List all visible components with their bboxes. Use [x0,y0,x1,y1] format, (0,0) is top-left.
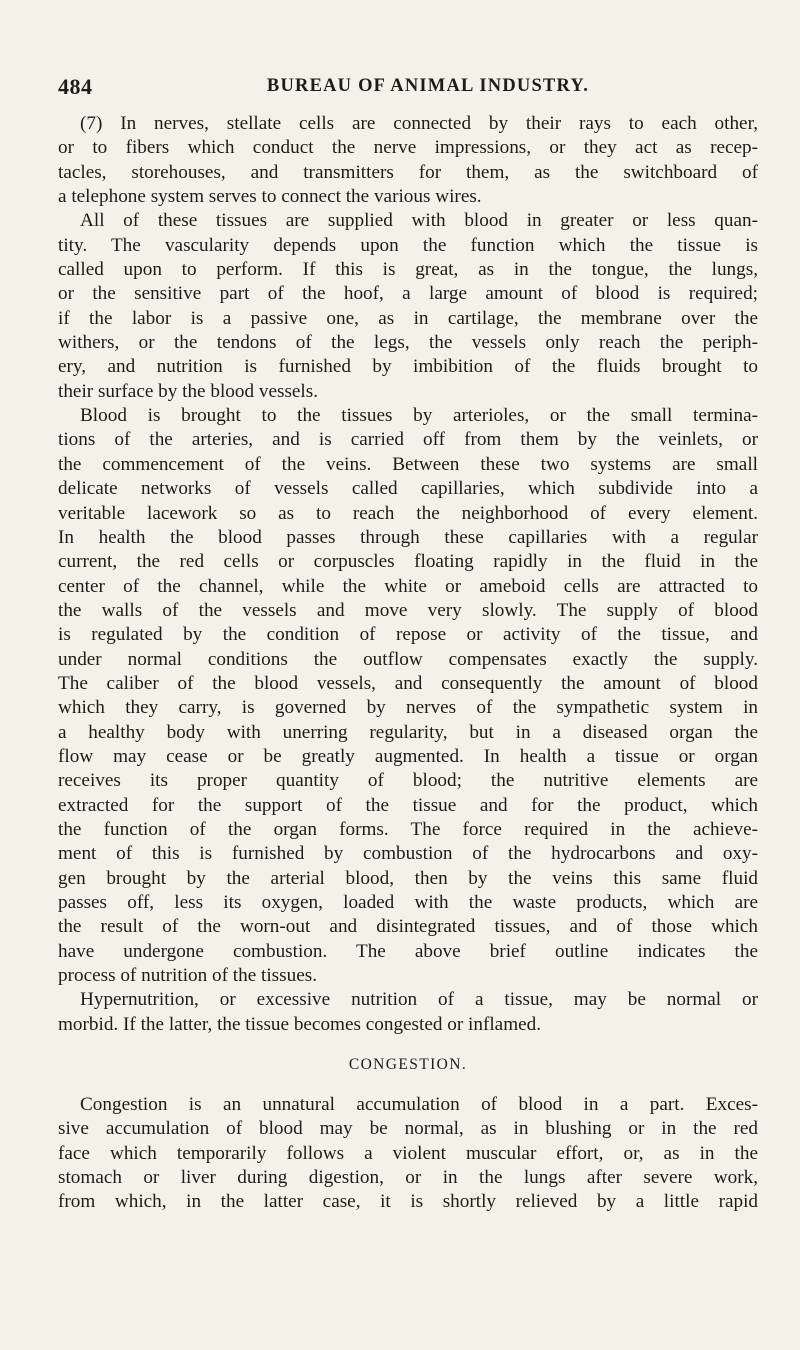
text-line: extracted for the support of the tissue and for the product, which [58,794,758,816]
text-line: have undergone combustion. The above brief outline indicates the [58,940,758,962]
text-line: the function of the organ forms. The force required in the achieve- [58,818,758,840]
body-text [58,112,758,1215]
text-line: The caliber of the blood vessels, and consequently the amount of blood [58,672,758,694]
text-line: delicate networks of vessels called capillaries, which subdivide into a [58,478,758,500]
text-line: or the sensitive part of the hoof, a large amount of blood is required; [58,283,758,305]
text-line: which they carry, is governed by nerves of the sympathetic system in [58,697,758,719]
text-line: veritable lacework so as to reach the neighborhood of every element. [58,502,758,524]
text-line: a healthy body with unerring regularity, but in a diseased organ the [58,721,758,743]
running-head: BUREAU OF ANIMAL INDUSTRY. [266,76,590,96]
text-line: (7) In nerves, stellate cells are connected by their rays to each other, [80,113,758,134]
text-line: morbid. If the latter, the tissue becomes congested or inflamed. [58,1013,542,1035]
text-line: center of the channel, while the white or ameboid cells are attracted to [58,575,758,597]
text-line: flow may cease or be greatly augmented. In health a tissue or organ [58,745,758,767]
text-line: Hypernutrition, or excessive nutrition of a tissue, may be normal or [80,989,758,1011]
text-line: Blood is brought to the tissues by arterioles, or the small termina- [80,405,758,427]
text-line: All of these tissues are supplied with blood in greater or less quan- [80,210,758,232]
text-line: Congestion is an unnatural accumulation of blood in a part. Exces- [80,1094,758,1116]
text-line: from which, in the latter case, it is shortly relieved by a little rapid [58,1191,758,1213]
text-line: tions of the arteries, and is carried off from them by the veinlets, or [58,429,758,451]
text-line: process of nutrition of the tissues. [58,965,317,987]
text-line: under normal conditions the outflow compensates exactly the supply. [58,648,758,670]
paragraph-congestion [58,1093,758,1215]
text-line: ment of this is furnished by combustion of the hydrocarbons and oxy- [58,843,758,865]
text-line: In health the blood passes through these capillaries with a regular [58,526,758,548]
text-line: called upon to perform. If this is great, as in the tongue, the lungs, [58,259,758,281]
text-line: face which temporarily follows a violent muscular effort, or, as in the [58,1142,758,1164]
text-line: tacles, storehouses, and transmitters for them, as the switchboard of [58,161,758,183]
text-line: ery, and nutrition is furnished by imbibition of the fluids brought to [58,356,758,378]
text-line: sive accumulation of blood may be normal, as in blushing or in the red [58,1118,758,1140]
text-line: if the labor is a passive one, as in cartilage, the membrane over the [58,307,758,329]
text-line: passes off, less its oxygen, loaded with the waste products, which are [58,892,758,913]
page-number: 484 [58,74,93,99]
text-line: current, the red cells or corpuscles floating rapidly in the fluid in the [58,551,758,573]
text-line: their surface by the blood vessels. [58,380,319,402]
paragraph-vascularity [58,209,758,404]
text-line: tity. The vascularity depends upon the function which the tissue is [58,234,758,256]
section-heading: CONGESTION. [348,1056,468,1074]
text-line: withers, or the tendons of the legs, the vessels only reach the periph- [58,332,758,354]
text-line: is regulated by the condition of repose or activity of the tissue, and [58,624,758,646]
text-line: the result of the worn-out and disintegrated tissues, and of those which [58,916,758,938]
text-line: gen brought by the arterial blood, then by the veins this same fluid [58,867,758,889]
text-line: the walls of the vessels and move very slowly. The supply of blood [58,599,758,621]
text-line: the commencement of the veins. Between these two systems are small [58,453,758,475]
text-line: stomach or liver during digestion, or in the lungs after severe work, [58,1167,758,1189]
text-line: receives its proper quantity of blood; the nutritive elements are [58,770,758,792]
paragraph-hypernutrition [58,988,758,1037]
paragraph-nerves [58,112,758,209]
text-line: a telephone system serves to connect the various wires. [58,186,482,208]
paragraph-blood-supply [58,404,758,988]
page-header [58,74,758,106]
text-line: or to fibers which conduct the nerve impressions, or they act as recep- [58,137,758,159]
